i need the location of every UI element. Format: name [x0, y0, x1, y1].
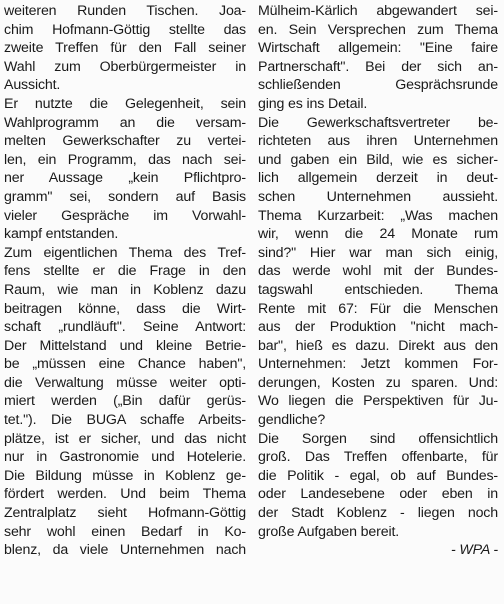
text-line: ner Aussage „kein Pflichtpro- — [4, 170, 246, 187]
text-line: fördert werden. Und beim Thema — [4, 486, 246, 503]
text-line: groß. Das Treffen offenbarte, für — [258, 449, 498, 466]
text-line: vieler Gespräche im Vorwahl- — [4, 207, 246, 224]
text-line: Die Bildung müsse in Koblenz ge- — [4, 467, 246, 484]
text-line: Wahlprogramm an die versam- — [4, 114, 246, 131]
text-line: Wahl zum Oberbürgermeister in — [4, 58, 246, 75]
text-line: derungen, Kosten zu sparen. Und: — [258, 374, 498, 391]
right-text-column — [258, 2, 498, 560]
text-line: en. Sein Versprechen zum Thema — [258, 21, 498, 38]
text-line: Wirtschaft allgemein: "Eine faire — [258, 40, 498, 57]
text-line: tet."). Die BUGA schaffe Arbeits- — [4, 412, 246, 429]
text-line: melten Gewerkschafter zu vertei- — [4, 133, 246, 150]
text-line: große Aufgaben bereit. — [258, 523, 400, 540]
left-text-column — [4, 2, 246, 560]
text-line: miert werden („Bin dafür gerüs- — [4, 393, 246, 410]
text-line: Wo liegen die Perspektiven für Ju- — [258, 393, 498, 410]
text-line: Raum, wie man in Koblenz dazu — [4, 281, 246, 298]
text-line: zweite Treffen für den Fall seiner — [4, 40, 246, 57]
text-line: gramm" sei, sondern auf Basis — [4, 188, 246, 205]
text-line: plätze, ist er sicher, und das nicht — [4, 430, 246, 447]
text-line: schließenden Gesprächsrunde — [258, 77, 498, 94]
text-line: bar", hieß es dazu. Direkt aus den — [258, 337, 498, 354]
text-line: lich allgemein derzeit in deut- — [258, 170, 498, 187]
text-line: Partnerschaft". Bei der sich an- — [258, 58, 498, 75]
text-line: Unternehmen: Jetzt kommen For- — [258, 356, 498, 373]
text-line: ging es ins Detail. — [258, 95, 368, 112]
text-line: weiteren Runden Tischen. Joa- — [4, 3, 246, 19]
text-line: Die Sorgen sind offensichtlich — [258, 430, 498, 447]
text-line: be „müssen eine Chance haben", — [4, 356, 246, 373]
text-line: Thema Kurzarbeit: „Was machen — [258, 207, 498, 224]
text-line: chim Hofmann-Göttig stellte das — [4, 21, 246, 38]
text-line: nur in Gastronomie und Hotelerie. — [4, 449, 246, 466]
text-line: blenz, da viele Unternehmen nach — [4, 542, 246, 559]
text-line: die Verwaltung müsse weiter opti- — [4, 374, 246, 391]
text-line: wir, wenn die 24 Monate rum — [258, 226, 498, 243]
text-line: gendliche? — [258, 412, 326, 429]
text-line: Rente mit 67: Für die Menschen — [258, 300, 498, 317]
text-line: Die Gewerkschaftsvertreter be- — [258, 114, 498, 131]
text-line: und gaben ein Bild, wie es sicher- — [258, 151, 498, 168]
text-line: oder Landesebene oder eben in — [258, 486, 498, 503]
text-line: beitragen könne, dass die Wirt- — [4, 300, 246, 317]
text-line: Er nutzte die Gelegenheit, sein — [4, 95, 246, 112]
text-line: richteten aus ihren Unternehmen — [258, 133, 498, 150]
text-line: Aussicht. — [4, 77, 61, 94]
text-line: kampf entstanden. — [4, 226, 119, 243]
text-line: Zentralplatz sieht Hofmann-Göttig — [4, 505, 246, 522]
text-line: tagswahl entschieden. Thema — [258, 281, 498, 298]
text-line: len, ein Programm, das nach sei- — [4, 151, 246, 168]
author-signature: - WPA - — [450, 542, 498, 559]
text-line: Zum eigentlichen Thema des Tref- — [4, 244, 246, 261]
text-line: der Stadt Koblenz - liegen noch — [258, 505, 498, 522]
text-line: sehr wohl einen Bedarf in Ko- — [4, 523, 246, 540]
text-line: schaft „rundläuft". Seine Antwort: — [4, 319, 246, 336]
text-line: Mülheim-Kärlich abgewandert sei- — [258, 3, 498, 19]
text-line: das werde wohl mit der Bundes- — [258, 263, 498, 280]
text-line: sind?" Hier war man sich einig, — [258, 244, 498, 261]
text-line: Der Mittelstand und kleine Betrie- — [4, 337, 246, 354]
text-line: fens stellte er die Frage in den — [4, 263, 246, 280]
text-line: aus der Produktion "nicht mach- — [258, 319, 498, 336]
text-line: schen Unternehmen aussieht. — [258, 188, 498, 205]
text-line: die Politik - egal, ob auf Bundes- — [258, 467, 498, 484]
